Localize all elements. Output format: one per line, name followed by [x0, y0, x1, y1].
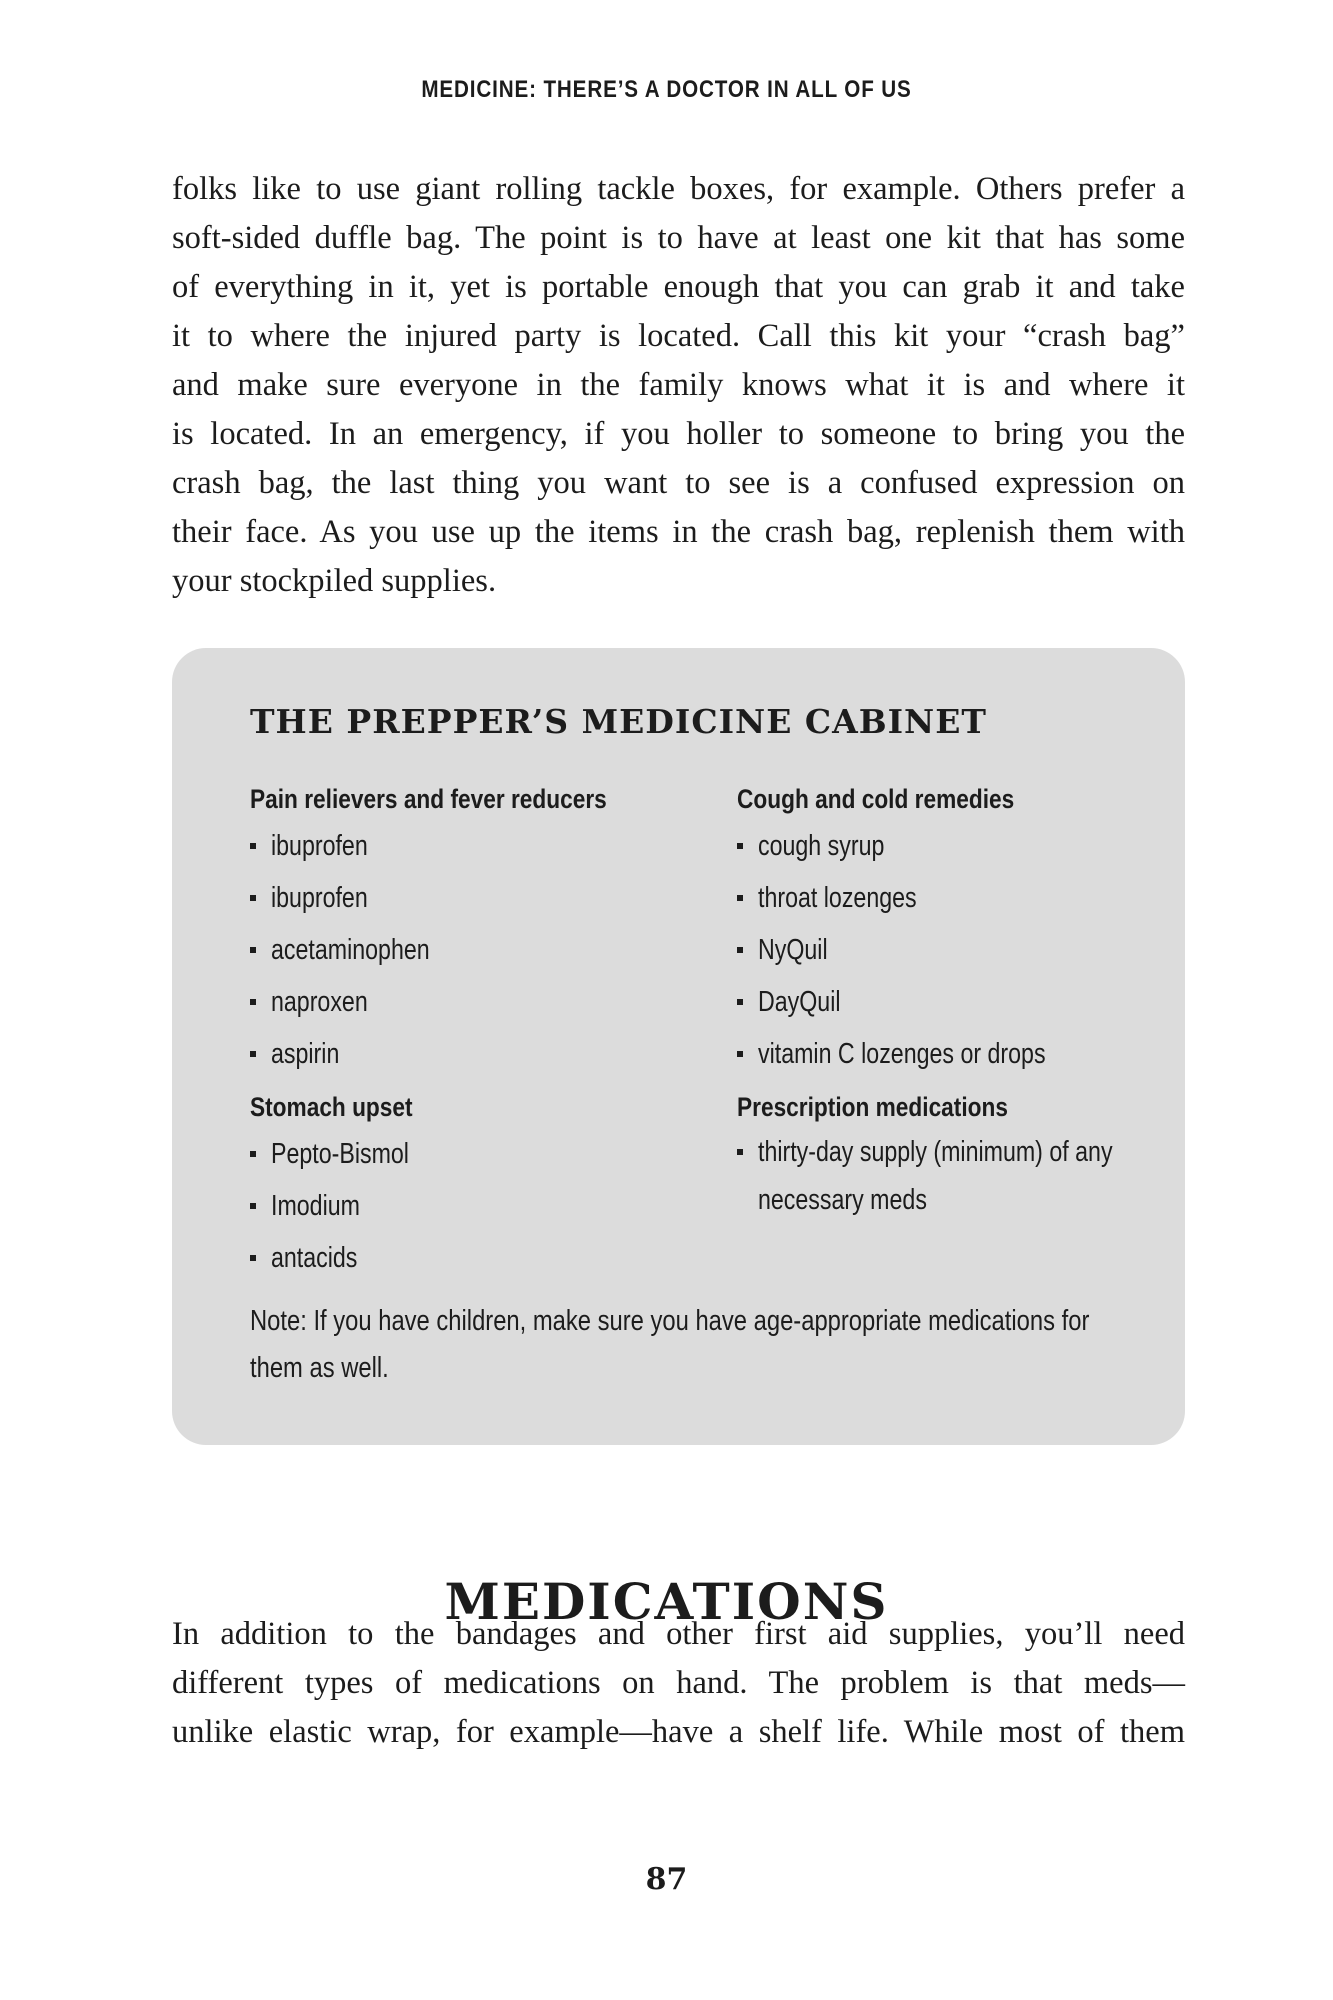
text-line: folks like to use giant rolling tackle boxes, for example. Others prefer a	[172, 171, 1185, 207]
category-heading-prescription: Prescription medications	[737, 1092, 1008, 1122]
list-item: Imodium	[250, 1180, 720, 1232]
list-item: NyQuil	[737, 924, 1157, 976]
text-line: different types of medications on hand. The problem is that meds—	[172, 1665, 1185, 1701]
list-item: naproxen	[250, 976, 720, 1028]
text-line: unlike elastic wrap, for example—have a shelf life. While most of them	[172, 1714, 1185, 1750]
medicine-cabinet-sidebar	[172, 648, 1185, 1445]
list-item: thirty-day supply (minimum) of any necessary meds	[737, 1128, 1157, 1224]
running-head: MEDICINE: THERE’S A DOCTOR IN ALL OF US	[421, 76, 912, 103]
stomach-list	[250, 1128, 720, 1284]
list-item: cough syrup	[737, 820, 1157, 872]
text-line: soft-sided duffle bag. The point is to have at least one kit that has some	[172, 220, 1185, 256]
text-line: your stockpiled supplies.	[172, 563, 497, 599]
sidebar-left-column	[250, 778, 720, 1284]
list-item: DayQuil	[737, 976, 1157, 1028]
list-item: aspirin	[250, 1028, 720, 1080]
pain-list	[250, 820, 720, 1080]
section-heading: MEDICATIONS	[444, 1572, 889, 1631]
prescription-list	[737, 1128, 1157, 1224]
list-item: vitamin C lozenges or drops	[737, 1028, 1157, 1080]
cough-list	[737, 820, 1157, 1080]
list-item: antacids	[250, 1232, 720, 1284]
page-number: 87	[645, 1862, 688, 1897]
text-line: is located. In an emergency, if you holler to someone to bring you the	[172, 416, 1185, 452]
text-line: and make sure everyone in the family knows what it is and where it	[172, 367, 1185, 403]
intro-paragraph	[172, 165, 1185, 606]
sidebar-right-column	[737, 778, 1157, 1224]
list-item: throat lozenges	[737, 872, 1157, 924]
list-item: acetaminophen	[250, 924, 720, 976]
category-heading-cough: Cough and cold remedies	[737, 784, 1015, 814]
text-line: their face. As you use up the items in the crash bag, replenish them with	[172, 514, 1185, 550]
text-line: crash bag, the last thing you want to see is a confused expression on	[172, 465, 1185, 501]
medications-paragraph	[172, 1610, 1185, 1757]
text-line: In addition to the bandages and other first aid supplies, you’ll need	[172, 1616, 1185, 1652]
sidebar-title: THE PREPPER’S MEDICINE CABINET	[250, 702, 987, 741]
list-item: ibuprofen	[250, 872, 720, 924]
sidebar-note: Note: If you have children, make sure you have age-appropriate medications for them as well.	[250, 1305, 1090, 1384]
category-heading-stomach: Stomach upset	[250, 1092, 413, 1122]
text-line: it to where the injured party is located. Call this kit your “crash bag”	[172, 318, 1185, 354]
text-line: of everything in it, yet is portable enough that you can grab it and take	[172, 269, 1185, 305]
category-heading-pain: Pain relievers and fever reducers	[250, 784, 607, 814]
list-item: ibuprofen	[250, 820, 720, 872]
list-item: Pepto-Bismol	[250, 1128, 720, 1180]
